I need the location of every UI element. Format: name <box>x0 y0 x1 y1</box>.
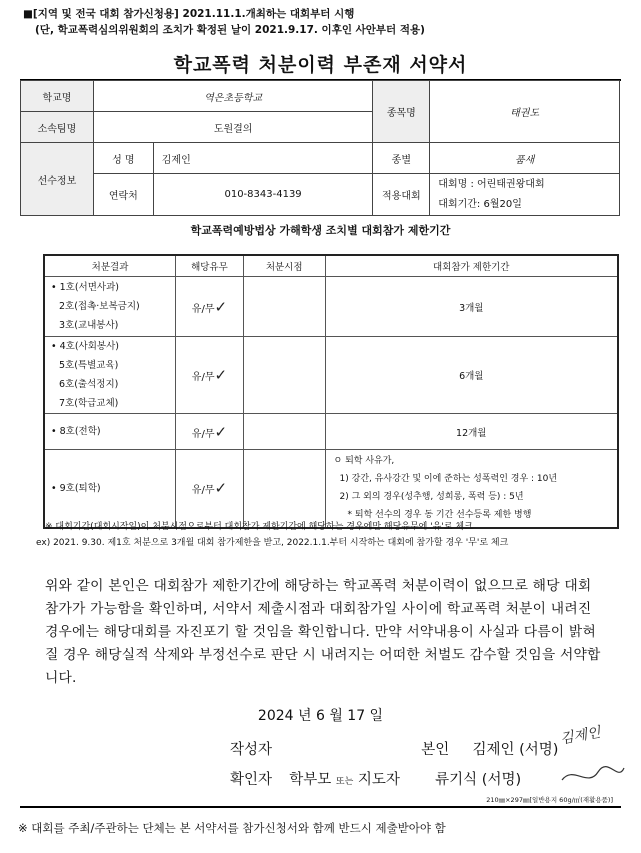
author-line <box>230 738 558 759</box>
competition-period: 대회기간: 6월20일 <box>438 198 522 210</box>
name-value: 김제인 <box>153 143 373 174</box>
applicable-mark-1[interactable] <box>176 277 244 337</box>
result-item: • 8호(전학) <box>51 426 101 437</box>
header-line-1: ■[지역 및 전국 대회 참가신청용] 2021.11.1.개최하는 대회부터 시행 <box>23 8 355 20</box>
confirm-label: 확인자 <box>230 772 273 788</box>
result-item: 7호(학급교체) <box>59 398 119 409</box>
applicant-info-table <box>20 80 620 216</box>
check-icon: ✓ <box>214 479 228 498</box>
yes-no-mark: 유/무 <box>191 485 215 497</box>
confirmer-line <box>230 768 521 789</box>
applicable-mark-2[interactable] <box>176 337 244 414</box>
event-label: 종별 <box>373 143 430 174</box>
result-item: • 9호(퇴학) <box>51 482 101 494</box>
applicable-mark-4[interactable] <box>176 450 244 528</box>
competition-value <box>430 174 620 216</box>
col-applicable: 해당유무 <box>176 255 244 277</box>
result-group-4 <box>44 450 176 528</box>
competition-name: 대회명 : 어린태권왕대회 <box>438 178 545 190</box>
col-result: 처분결과 <box>44 255 176 277</box>
restriction-subtitle: 학교폭력예방법상 가해학생 조치별 대회참가 제한기간 <box>190 224 451 237</box>
yes-no-mark: 유/무 <box>191 428 215 440</box>
sport-value: 태권도 <box>430 81 620 143</box>
sport-label: 종목명 <box>373 81 430 143</box>
confirmer-name: 류기식 <box>435 772 478 788</box>
event-value: 품새 <box>430 143 620 174</box>
time-cell-3 <box>243 414 325 450</box>
time-cell-2 <box>243 337 325 414</box>
or-label: 또는 <box>335 777 354 787</box>
time-cell-4 <box>243 450 325 528</box>
parent-label: 학부모 <box>289 772 332 788</box>
result-item: 2호(접촉·보복금지) <box>59 301 140 312</box>
pledge-date: 2024 년 6 월 17 일 <box>257 708 384 724</box>
name-label: 성 명 <box>93 143 153 174</box>
limit-2: 6개월 <box>325 337 618 414</box>
result-item: 3호(교내봉사) <box>59 320 119 331</box>
time-cell-1 <box>243 277 325 337</box>
bottom-rule <box>20 806 621 808</box>
pledge-text: 위와 같이 본인은 대회참가 제한기간에 해당하는 학교폭력 처분이력이 없으므로 해당 대회 참가가 가능함을 확인하며, 서약서 제출시점과 대회참가일 사이에 학교폭력 처분이 내려진 경우에는 해당대회를 자진포기 할 것임을 확인합니다. 만약 서약내용이 사실과 다름이 밝혀질 경우 해당실적 삭제와 부정선수로 판단 시 내려지는 어떠한 처벌도 감수할 것임을 서약합니다. <box>45 578 601 686</box>
result-group-3 <box>44 414 176 450</box>
school-label: 학교명 <box>21 81 94 112</box>
yes-no-mark: 유/무 <box>191 372 215 383</box>
signature-scribble <box>558 760 628 790</box>
limit-1: 3개월 <box>325 277 618 337</box>
competition-label: 적용대회 <box>373 174 430 216</box>
check-icon: ✓ <box>214 422 228 441</box>
restriction-note-1: ※ 대회기간(대회시작일)이 처분시점으로부터 대회참가 제한기간에 해당하는 경우에만 해당유무에 '유'로 체크 <box>45 522 473 532</box>
restriction-note-2: ex) 2021. 9.30. 제1호 처분으로 3개월 대회 참가제한을 받고, 2022.1.1.부터 시작하는 대회에 참가할 경우 '무'로 체크 <box>36 538 509 548</box>
author-label: 작성자 <box>230 742 273 758</box>
limit-line: 1) 강간, 유사강간 및 이에 준하는 성폭력인 경우 : 10년 <box>339 474 558 485</box>
contact-label: 연락처 <box>93 174 153 216</box>
applicable-mark-3[interactable] <box>176 414 244 450</box>
result-item: 5호(특별교육) <box>59 360 119 371</box>
result-group-2 <box>44 337 176 414</box>
col-limit: 대회참가 제한기간 <box>325 255 618 277</box>
guide-label: 지도자 <box>357 772 400 788</box>
limit-4 <box>325 450 618 528</box>
school-value: 역은초등학교 <box>93 81 373 112</box>
restriction-table <box>43 254 619 529</box>
check-icon: ✓ <box>214 366 228 384</box>
result-item: • 4호(사회봉사) <box>51 341 119 352</box>
paper-spec: 210㎜×297㎜[일반용지 60g/㎡(재활용품)] <box>486 796 613 804</box>
contact-value: 010-8343-4139 <box>153 174 373 216</box>
self-label: 본인 <box>421 742 450 758</box>
col-time: 처분시점 <box>243 255 325 277</box>
handwritten-signature-name: 김제인 <box>559 724 602 748</box>
author-name: 김제인 <box>472 742 515 758</box>
header-line-2: (단, 학교폭력심의위원회의 조치가 확정된 날이 2021.9.17. 이후인 사안부터 적용) <box>35 24 425 36</box>
check-icon: ✓ <box>214 297 228 316</box>
result-item: 6호(출석정지) <box>59 379 119 390</box>
confirmer-sign: (서명) <box>481 772 522 788</box>
limit-line: * 퇴학 선수의 경우 동 기간 선수등록 제한 병행 <box>347 510 532 521</box>
team-label: 소속팀명 <box>21 112 94 143</box>
result-group-1 <box>44 277 176 337</box>
player-info-label: 선수정보 <box>21 143 94 216</box>
limit-line: 2) 그 외의 경우(성추행, 성희롱, 폭력 등) : 5년 <box>339 492 524 503</box>
yes-no-mark: 유/무 <box>191 303 215 315</box>
limit-line: ㅇ 퇴학 사유가, <box>333 456 395 467</box>
team-value: 도원결의 <box>93 112 373 143</box>
author-sign: (서명) <box>519 742 559 758</box>
limit-3: 12개월 <box>325 414 618 450</box>
footer-note: ※ 대회를 주최/주관하는 단체는 본 서약서를 참가신청서와 함께 반드시 제출받아야 함 <box>18 821 446 835</box>
result-item: • 1호(서면사과) <box>51 282 119 293</box>
document-title: 학교폭력 처분이력 부존재 서약서 <box>173 54 468 76</box>
